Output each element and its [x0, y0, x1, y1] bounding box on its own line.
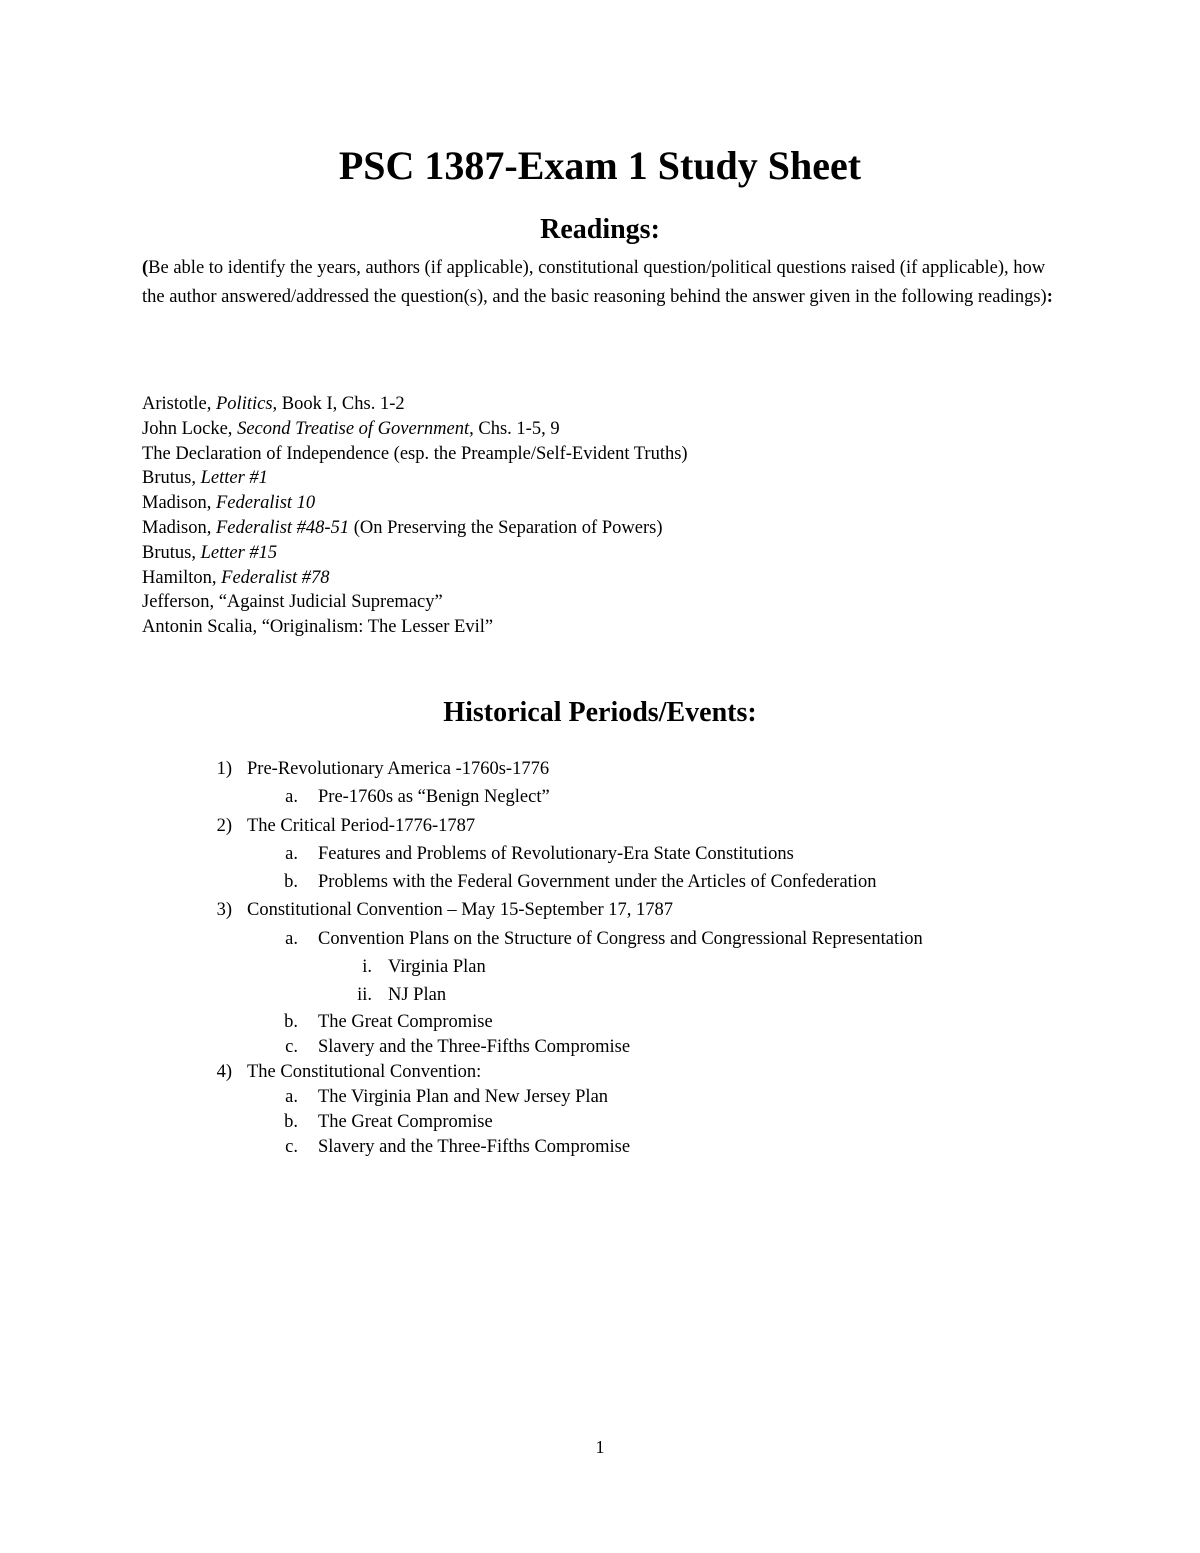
- intro-text: Be able to identify the years, authors (if applicable), constitutional question/political questions raised (if applicable), how the author answered/addressed the question(s), and the basic reasoning behind the answer given in the following readings): [142, 258, 1047, 307]
- page-number: 1: [595, 1437, 605, 1457]
- intro-open-paren: (: [142, 258, 149, 278]
- outline-text: Constitutional Convention – May 15-September 17, 1787: [247, 900, 673, 921]
- outline-marker: 3): [216, 900, 232, 921]
- outline-marker: 1): [216, 759, 232, 779]
- reading-item: Hamilton, Federalist #78: [142, 567, 330, 588]
- outline-item: [0, 1110, 1200, 1135]
- outline-text: The Virginia Plan and New Jersey Plan: [318, 1086, 609, 1107]
- history-outline: [0, 755, 1200, 1160]
- outline-marker: a.: [285, 843, 298, 864]
- outline-text: The Constitutional Convention:: [247, 1061, 482, 1082]
- outline-item: [0, 868, 1200, 896]
- history-heading: Historical Periods/Events:: [443, 697, 757, 728]
- outline-item: [0, 812, 1200, 840]
- outline-marker: i.: [362, 957, 372, 978]
- outline-text: Slavery and the Three-Fifths Compromise: [318, 1136, 631, 1157]
- outline-item: [0, 783, 1200, 811]
- outline-text: The Great Compromise: [318, 1011, 493, 1032]
- reading-item: Antonin Scalia, “Originalism: The Lesser Evil”: [142, 617, 494, 638]
- outline-item: [0, 953, 1200, 981]
- reading-item: John Locke, Second Treatise of Government, Chs. 1-5, 9: [142, 418, 560, 439]
- reading-item: Madison, Federalist 10: [142, 493, 316, 514]
- outline-marker: 4): [216, 1061, 232, 1082]
- outline-marker: b.: [284, 1011, 298, 1032]
- outline-marker: ii.: [357, 985, 372, 1006]
- outline-item: [0, 981, 1200, 1009]
- readings-instructions: [142, 254, 1062, 312]
- outline-item: [0, 755, 1200, 783]
- page-title: PSC 1387-Exam 1 Study Sheet: [338, 143, 862, 188]
- reading-item: Brutus, Letter #1: [142, 468, 268, 489]
- outline-item: [0, 1085, 1200, 1110]
- outline-text: Convention Plans on the Structure of Congress and Congressional Representation: [318, 928, 923, 949]
- outline-marker: c.: [285, 1036, 298, 1057]
- outline-text: The Critical Period-1776-1787: [247, 815, 476, 836]
- outline-marker: c.: [285, 1136, 298, 1157]
- outline-marker: a.: [285, 1086, 298, 1107]
- readings-heading: Readings:: [540, 214, 660, 245]
- reading-item: Jefferson, “Against Judicial Supremacy”: [142, 592, 443, 613]
- outline-text: Features and Problems of Revolutionary-Era State Constitutions: [318, 843, 794, 864]
- outline-marker: b.: [284, 1111, 298, 1132]
- outline-item: [0, 1035, 1200, 1060]
- outline-marker: b.: [284, 872, 298, 893]
- reading-item: Madison, Federalist #48-51 (On Preserving the Separation of Powers): [142, 517, 663, 538]
- outline-marker: a.: [285, 787, 298, 808]
- intro-colon: :: [1046, 287, 1053, 307]
- reading-item: Aristotle, Politics, Book I, Chs. 1-2: [142, 394, 405, 414]
- outline-text: Slavery and the Three-Fifths Compromise: [318, 1036, 631, 1057]
- outline-marker: 2): [216, 815, 232, 836]
- outline-text: NJ Plan: [388, 985, 447, 1006]
- outline-marker: a.: [285, 928, 298, 949]
- outline-item: [0, 1060, 1200, 1085]
- readings-list: [142, 392, 688, 640]
- outline-text: The Great Compromise: [318, 1111, 493, 1132]
- reading-item: The Declaration of Independence (esp. the Preample/Self-Evident Truths): [142, 443, 688, 464]
- outline-item: [0, 1135, 1200, 1160]
- outline-text: Problems with the Federal Government under the Articles of Confederation: [318, 872, 877, 893]
- reading-item: Brutus, Letter #15: [142, 542, 278, 563]
- outline-item: [0, 1010, 1200, 1035]
- outline-text: Pre-Revolutionary America -1760s-1776: [247, 759, 550, 779]
- outline-item: [0, 925, 1200, 953]
- outline-text: Pre-1760s as “Benign Neglect”: [318, 787, 550, 808]
- outline-item: [0, 840, 1200, 868]
- outline-text: Virginia Plan: [388, 957, 486, 978]
- outline-item: [0, 896, 1200, 924]
